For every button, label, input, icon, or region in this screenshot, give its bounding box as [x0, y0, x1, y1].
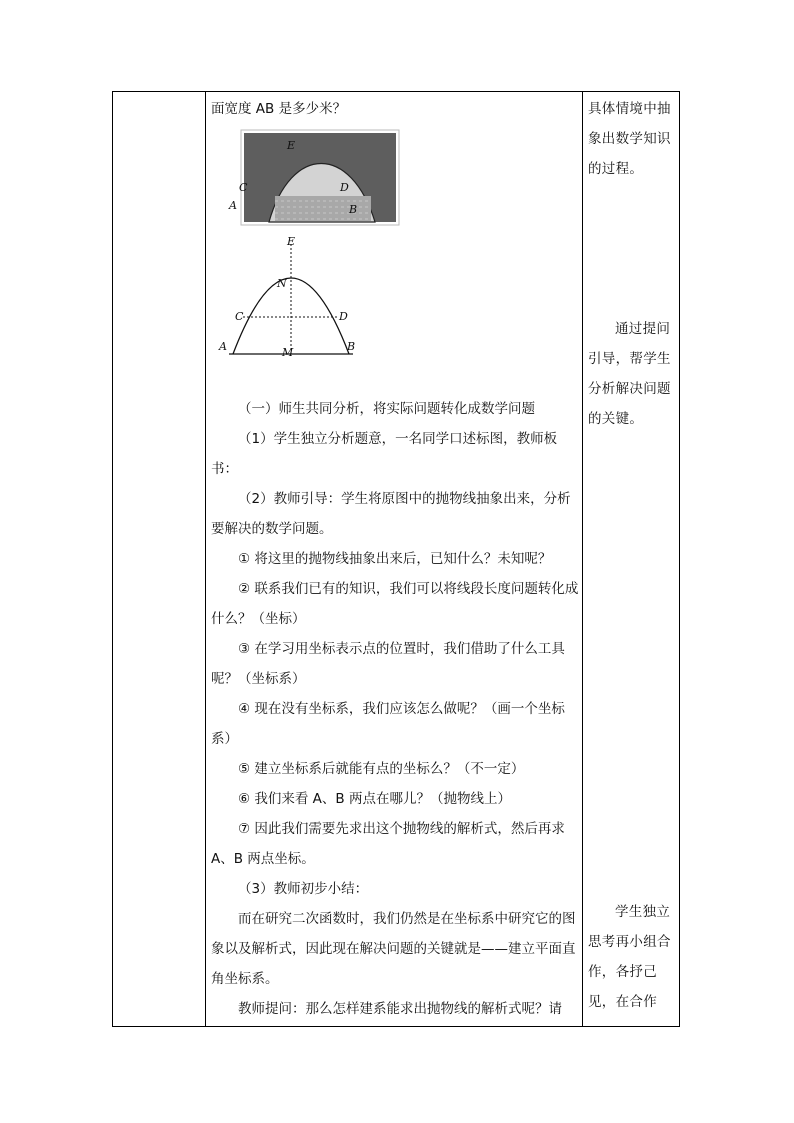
fig2-label-e: E [287, 235, 296, 248]
fig2-label-c: C [235, 310, 244, 323]
fig2-label-n: N [277, 277, 287, 290]
section-heading: （一）师生共同分析，将实际问题转化成数学问题 [238, 401, 535, 417]
step-1: （1）学生独立分析题意，一名同学口述标图，教师板书： [211, 431, 558, 477]
figure-area [211, 124, 583, 364]
fig2-label-b: B [347, 340, 356, 353]
note-abstraction: 具体情境中抽象出数学知识的过程。 [588, 101, 671, 177]
note-group-work: 学生独立思考再小组合作，各抒己见，在合作 [588, 904, 671, 1010]
fig2-label-m: M [282, 346, 294, 359]
tunnel-photo [211, 124, 583, 234]
teacher-question: 教师提问：那么怎样建系能求出抛物线的解析式呢？请 [238, 1001, 562, 1017]
lesson-table [112, 91, 680, 1027]
fig1-label-c: C [239, 181, 248, 194]
step-3: （3）教师初步小结： [238, 881, 369, 897]
fig2-label-d: D [339, 310, 348, 323]
main-content-cell [211, 92, 583, 1024]
question-4: ④ 现在没有坐标系，我们应该怎么做呢？（画一个坐标系） [211, 701, 565, 747]
fig1-label-b: B [349, 203, 358, 216]
fig1-label-e: E [287, 139, 296, 152]
question-1: ① 将这里的抛物线抽象出来后，已知什么？未知呢？ [238, 551, 552, 567]
fig1-label-d: D [340, 181, 349, 194]
step-2: （2）教师引导：学生将原图中的抛物线抽象出来，分析要解决的数学问题。 [211, 491, 571, 537]
note-guidance: 通过提问引导，帮学生分析解决问题的关键。 [588, 321, 671, 427]
question-6: ⑥ 我们来看 A、B 两点在哪儿？（抛物线上） [238, 791, 511, 807]
intro-line: 面宽度 AB 是多少米？ [211, 101, 347, 117]
question-3: ③ 在学习用坐标表示点的位置时，我们借助了什么工具呢？（坐标系） [211, 641, 565, 687]
parabola-diagram [211, 232, 583, 362]
column-divider-left [205, 92, 206, 1026]
question-7: ⑦ 因此我们需要先求出这个抛物线的解析式，然后再求 A、B 两点坐标。 [211, 821, 565, 867]
question-5: ⑤ 建立坐标系后就能有点的坐标么？（不一定） [238, 761, 525, 777]
question-2: ② 联系我们已有的知识，我们可以将线段长度问题转化成什么？（坐标） [211, 581, 579, 627]
summary-paragraph: 而在研究二次函数时，我们仍然是在坐标系中研究它的图象以及解析式，因此现在解决问题的关键就是——建立平面直角坐标系。 [211, 911, 576, 987]
notes-cell [588, 92, 680, 1010]
fig2-label-a: A [219, 340, 227, 353]
fig1-label-a: A [229, 199, 237, 212]
